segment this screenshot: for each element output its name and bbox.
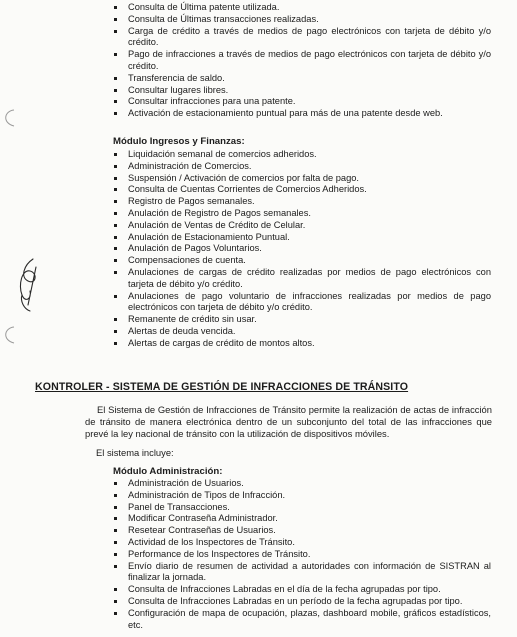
section-heading: KONTROLER - SISTEMA DE GESTIÓN DE INFRACCIONES DE TRÁNSITO — [35, 381, 409, 393]
list-item: Anulación de Estacionamiento Puntual. — [113, 232, 491, 244]
list-item: Panel de Transacciones. — [113, 502, 491, 514]
list-item: Configuración de mapa de ocupación, plazas, dashboard mobile, gráficos estadísticos, etc. — [113, 608, 491, 632]
list-item: Carga de crédito a través de medios de pago electrónicos con tarjeta de débito y/o crédito. — [113, 26, 491, 50]
list-item: Anulación de Ventas de Crédito de Celular. — [113, 220, 491, 232]
list-item: Activación de estacionamiento puntual para más de una patente desde web. — [113, 108, 491, 120]
list-item: Compensaciones de cuenta. — [113, 255, 491, 267]
list-item: Consulta de Cuentas Corrientes de Comercios Adheridos. — [113, 184, 491, 196]
signature-mark — [8, 255, 48, 315]
module-heading-ingresos: Módulo Ingresos y Finanzas: — [113, 136, 245, 147]
list-item: Remanente de crédito sin usar. — [113, 314, 491, 326]
list-item: Consulta de Última patente utilizada. — [113, 2, 491, 14]
list-item: Anulaciones de pago voluntario de infracciones realizadas por medios de pago electrónicos con tarjeta de débito y/o crédito. — [113, 291, 491, 315]
list-item: Consultar lugares libres. — [113, 85, 491, 97]
list-item: Pago de infracciones a través de medios de pago electrónicos con tarjeta de débito y/o crédito. — [113, 49, 491, 73]
punch-hole-mark — [0, 108, 16, 128]
list-item: Resetear Contraseñas de Usuarios. — [113, 525, 491, 537]
list-item: Registro de Pagos semanales. — [113, 196, 491, 208]
list-item: Administración de Tipos de Infracción. — [113, 490, 491, 502]
list-item: Actividad de los Inspectores de Tránsito. — [113, 537, 491, 549]
list-item: Suspensión / Activación de comercios por falta de pago. — [113, 173, 491, 185]
list-item: Performance de los Inspectores de Tránsito. — [113, 549, 491, 561]
module-heading-administracion: Módulo Administración: — [113, 466, 223, 477]
list-item: Administración de Usuarios. — [113, 478, 491, 490]
punch-hole-mark — [0, 325, 16, 345]
list-item: Envío diario de resumen de actividad a autoridades con información de SISTRAN al finalizar la jornada. — [113, 561, 491, 585]
list-item: Transferencia de saldo. — [113, 73, 491, 85]
list-item: Anulación de Pagos Voluntarios. — [113, 243, 491, 255]
list-item: Liquidación semanal de comercios adheridos. — [113, 149, 491, 161]
list-item: Consultar infracciones para una patente. — [113, 96, 491, 108]
list-item: Anulación de Registro de Pagos semanales. — [113, 208, 491, 220]
administracion-feature-list — [113, 478, 491, 631]
includes-label: El sistema incluye: — [96, 447, 174, 458]
list-item: Anulaciones de cargas de crédito realizadas por medios de pago electrónicos con tarjeta de débito y/o crédito. — [113, 267, 491, 291]
list-item: Administración de Comercios. — [113, 161, 491, 173]
list-item: Alertas de deuda vencida. — [113, 326, 491, 338]
list-item: Modificar Contraseña Administrador. — [113, 513, 491, 525]
list-item: Alertas de cargas de crédito de montos altos. — [113, 338, 491, 350]
list-item: Consulta de Últimas transacciones realizadas. — [113, 14, 491, 26]
list-item: Consulta de Infracciones Labradas en el día de la fecha agrupadas por tipo. — [113, 584, 491, 596]
ingresos-feature-list — [113, 149, 491, 350]
intro-paragraph: El Sistema de Gestión de Infracciones de Tránsito permite la realización de actas de infracción de tránsito de manera electrónica dentro de un subconjunto del total de las infracciones que prevé la ley nacional de tránsito con la utilización de dispositivos móviles. — [85, 404, 492, 439]
list-item: Consulta de Infracciones Labradas en un período de la fecha agrupadas por tipo. — [113, 596, 491, 608]
feature-list-top — [113, 2, 491, 120]
